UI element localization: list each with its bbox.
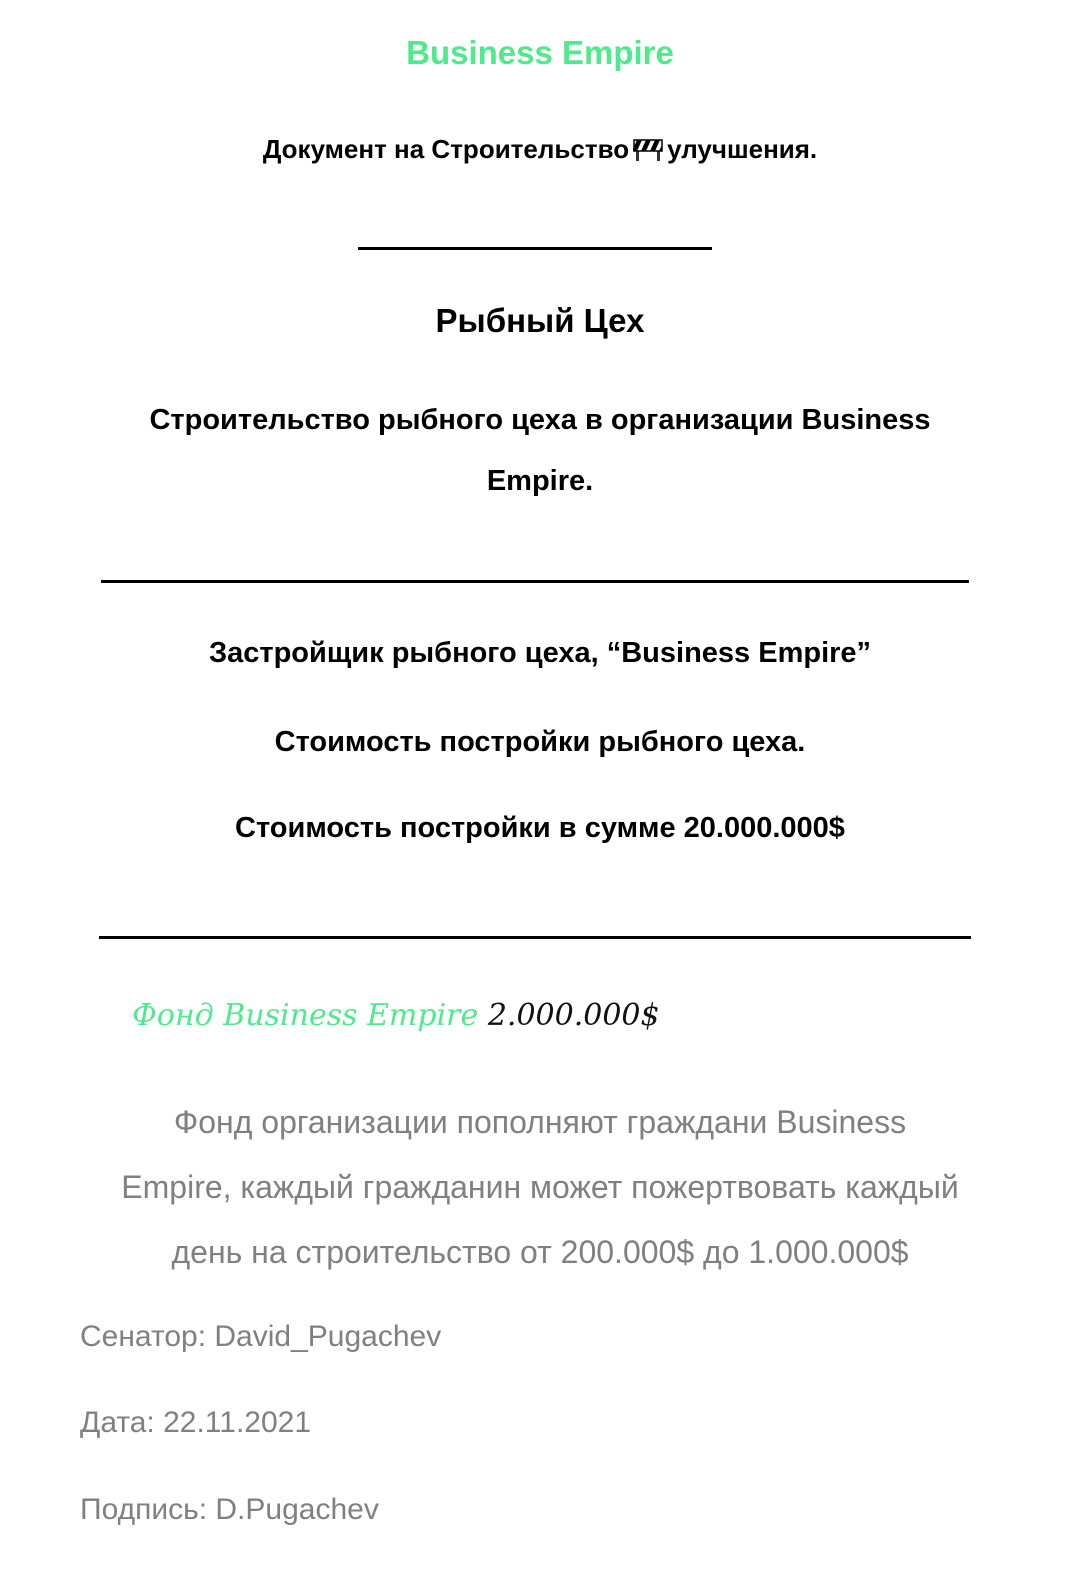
project-description (0, 390, 1080, 512)
developer-line: Застройщик рыбного цеха, “Business Empire” (208, 637, 872, 669)
fund-description (0, 1090, 1080, 1285)
cost-heading: Стоимость постройки рыбного цеха. (274, 726, 806, 758)
divider-full (101, 580, 969, 583)
brand-title: Business Empire (406, 34, 674, 71)
senator-line: Сенатор: David_Pugachev (80, 1320, 442, 1353)
fund-line (132, 998, 660, 1033)
date-line: Дата: 22.11.2021 (80, 1406, 312, 1439)
project-title: Рыбный Цех (435, 302, 645, 339)
project-description-line: Empire. (486, 465, 594, 497)
divider-full (99, 936, 971, 939)
divider-short (358, 247, 712, 250)
fund-description-line: Фонд организации пополняют граждани Business (173, 1104, 907, 1140)
cost-amount: Стоимость постройки в сумме 20.000.000$ (235, 812, 845, 844)
project-description-line: Строительство рыбного цеха в организации Business (149, 404, 931, 436)
subtitle-text-start: Документ на Строительство (262, 134, 630, 164)
signature-line: Подпись: D.Pugachev (80, 1493, 379, 1526)
fund-name: Фонд Business Empire (132, 998, 479, 1033)
subtitle-text-end: улучшения. (667, 134, 818, 164)
fund-description-line: день на строительство от 200.000$ до 1.000.000$ (171, 1234, 909, 1270)
fund-description-line: Empire, каждый гражданин может пожертвовать каждый (121, 1169, 959, 1205)
fund-amount: 2.000.000$ (487, 998, 660, 1033)
document-subtitle (0, 134, 1080, 165)
construction-barrier-icon (633, 137, 663, 161)
